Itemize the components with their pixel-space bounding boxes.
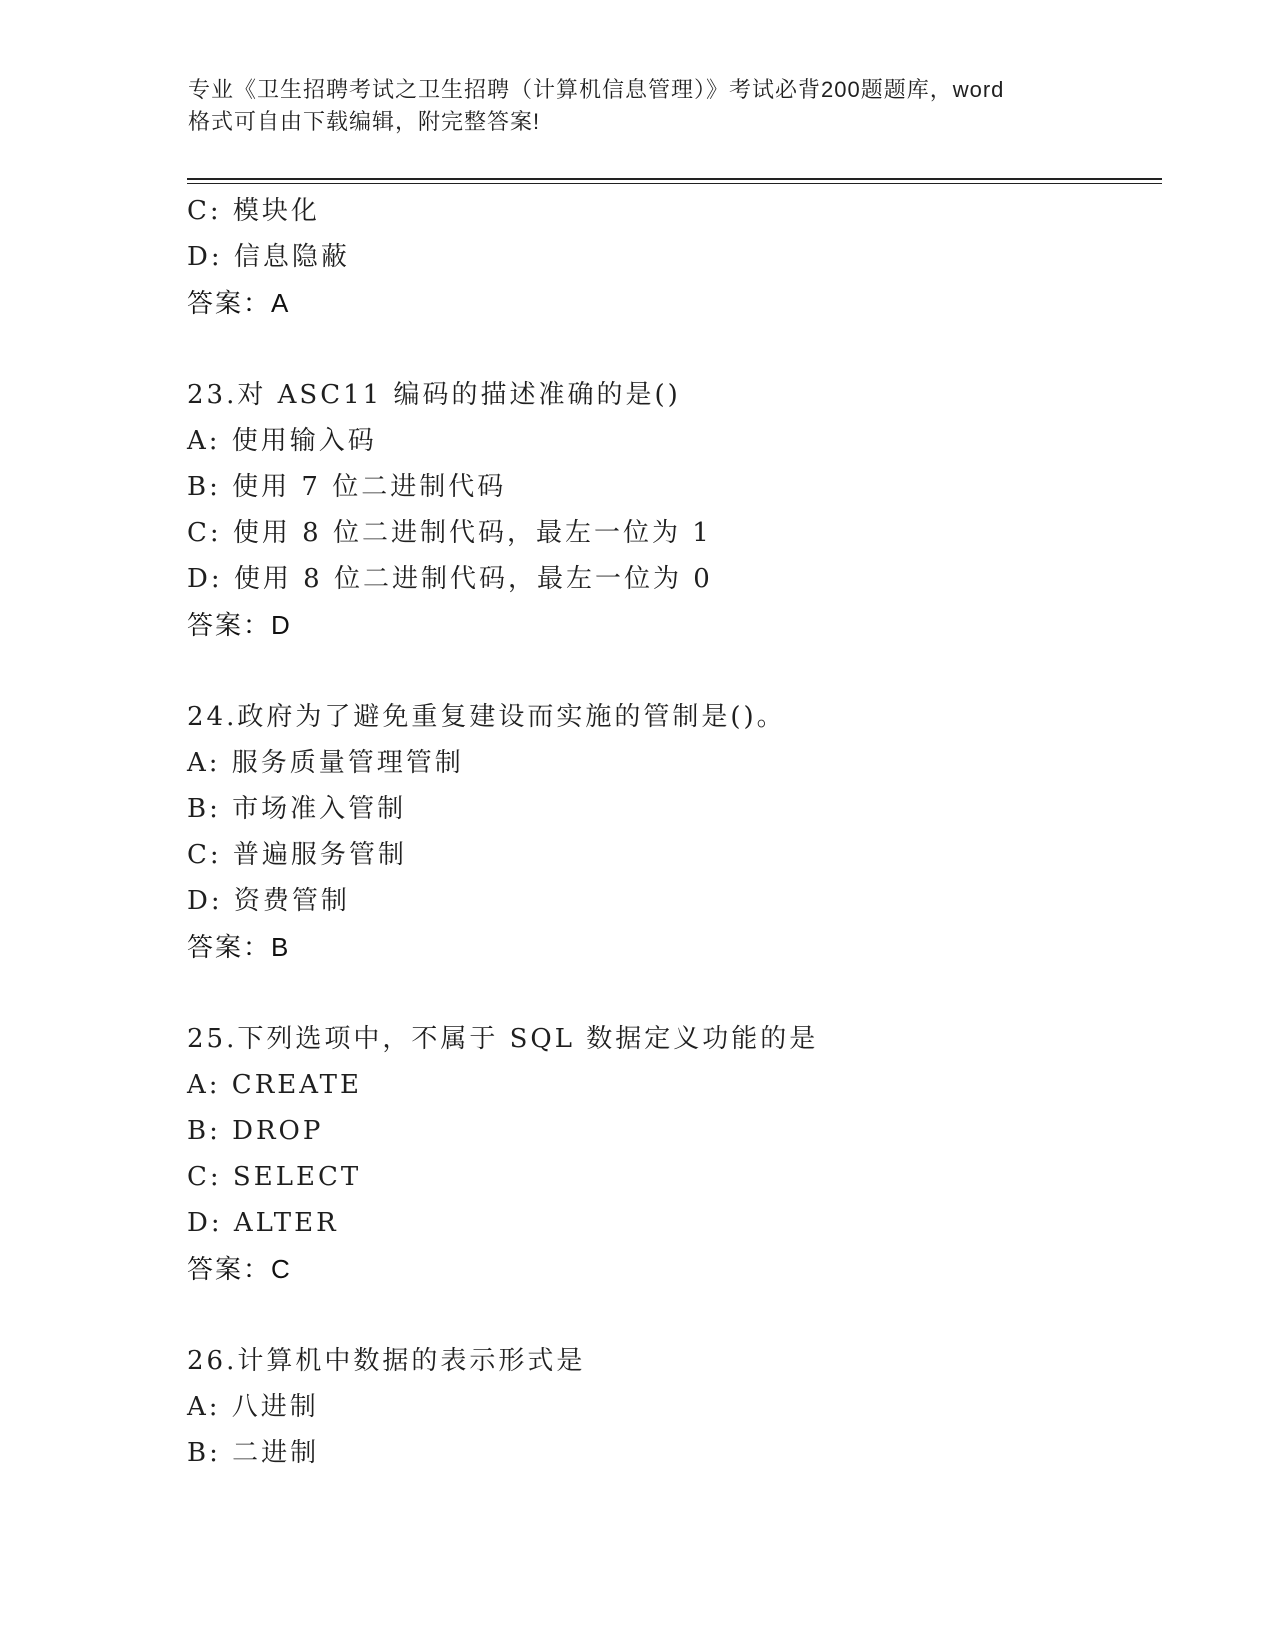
option-d: D: 使用 8 位二进制代码，最左一位为 0 <box>187 564 713 594</box>
header-line-1: 专业《卫生招聘考试之卫生招聘（计算机信息管理）》考试必背200题题库，word <box>188 77 1005 102</box>
option-c: C: 模块化 <box>187 196 320 226</box>
question-text: 26.计算机中数据的表示形式是 <box>187 1346 586 1376</box>
option-b: B: 市场准入管制 <box>187 794 407 824</box>
option-a: A: 八进制 <box>187 1392 319 1422</box>
question-block-24 <box>187 694 1162 970</box>
option-b: B: DROP <box>187 1116 324 1146</box>
answer-line: 答案：A <box>187 288 291 318</box>
question-block-22 <box>187 188 1162 326</box>
block-spacer <box>187 970 1162 1016</box>
answer-line: 答案：B <box>187 932 291 962</box>
option-d: D: 资费管制 <box>187 886 350 916</box>
answer-line: 答案：C <box>187 1254 292 1284</box>
option-a: A: CREATE <box>187 1070 362 1100</box>
question-text: 23.对 ASC11 编码的描述准确的是() <box>187 380 681 410</box>
option-b: B: 二进制 <box>187 1438 320 1468</box>
header-divider-thick <box>187 178 1162 180</box>
option-a: A: 服务质量管理管制 <box>187 748 464 778</box>
question-text: 24.政府为了避免重复建设而实施的管制是()。 <box>187 702 786 732</box>
block-spacer <box>187 326 1162 372</box>
header-divider-thin <box>187 183 1162 184</box>
option-c: C: 使用 8 位二进制代码，最左一位为 1 <box>187 518 712 548</box>
question-block-23 <box>187 372 1162 648</box>
question-block-25 <box>187 1016 1162 1292</box>
option-a: A: 使用输入码 <box>187 426 377 456</box>
block-spacer <box>187 648 1162 694</box>
question-block-26 <box>187 1338 1162 1476</box>
document-header <box>188 74 1088 138</box>
option-c: C: 普遍服务管制 <box>187 840 407 870</box>
header-line-2: 格式可自由下载编辑，附完整答案! <box>188 109 541 134</box>
option-c: C: SELECT <box>187 1162 362 1192</box>
answer-line: 答案：D <box>187 610 292 640</box>
question-list <box>187 188 1162 1476</box>
option-d: D: ALTER <box>187 1208 339 1238</box>
option-b: B: 使用 7 位二进制代码 <box>187 472 507 502</box>
block-spacer <box>187 1292 1162 1338</box>
question-text: 25.下列选项中，不属于 SQL 数据定义功能的是 <box>187 1024 819 1054</box>
option-d: D: 信息隐蔽 <box>187 242 350 272</box>
